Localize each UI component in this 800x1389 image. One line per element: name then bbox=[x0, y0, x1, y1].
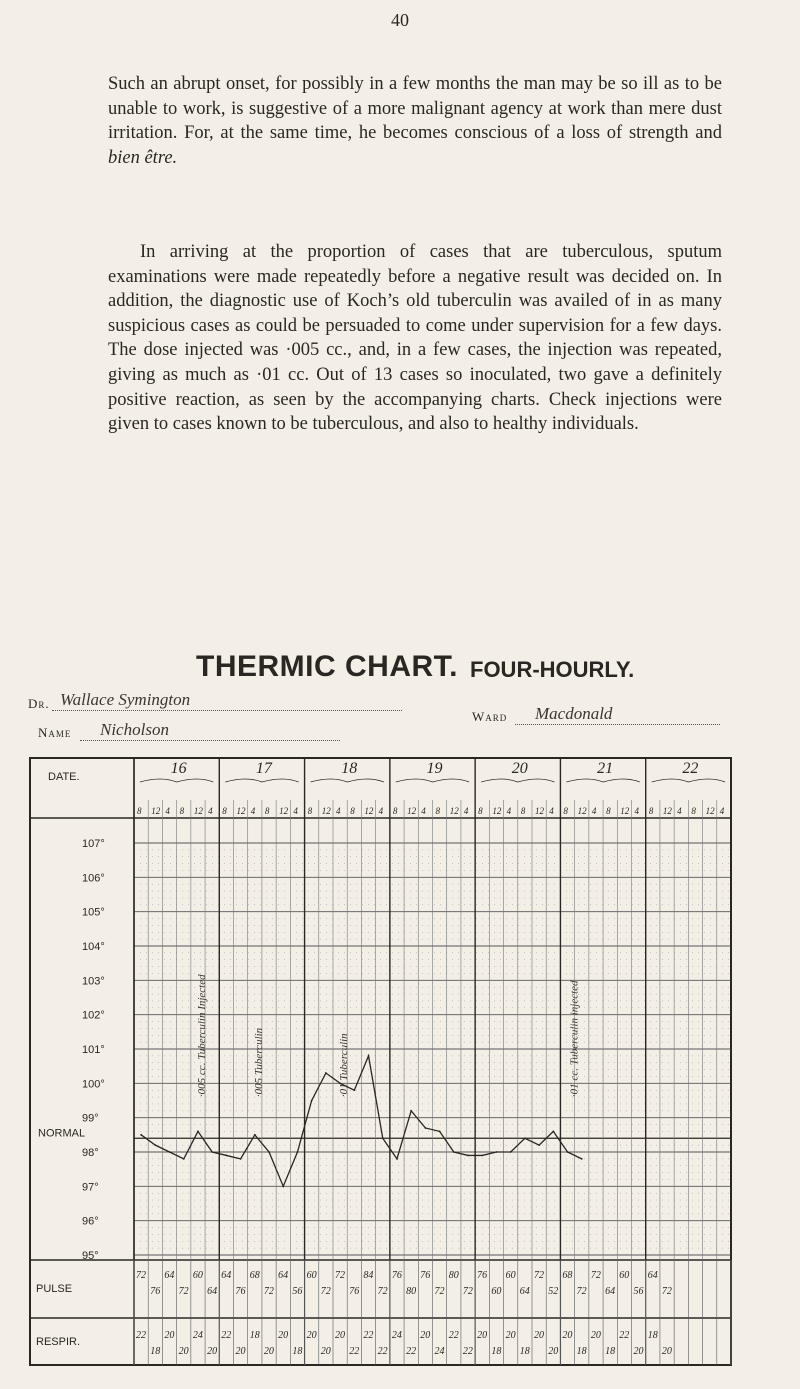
temperature-point bbox=[581, 1158, 583, 1160]
temperature-point bbox=[396, 1158, 398, 1160]
time-label: 4 bbox=[634, 806, 639, 816]
time-label: 8 bbox=[392, 806, 398, 816]
pulse-value: 60 bbox=[306, 1270, 317, 1281]
temperature-point bbox=[297, 1151, 299, 1153]
pulse-value: 64 bbox=[164, 1270, 175, 1281]
date-label: 19 bbox=[426, 760, 443, 777]
pulse-value: 72 bbox=[590, 1270, 601, 1281]
temperature-point bbox=[282, 1185, 284, 1187]
resp-value: 20 bbox=[207, 1346, 218, 1357]
name-value: Nicholson bbox=[100, 720, 169, 739]
resp-value: 20 bbox=[633, 1346, 644, 1357]
resp-value: 20 bbox=[320, 1346, 331, 1357]
resp-value: 22 bbox=[363, 1330, 374, 1341]
time-label: 12 bbox=[705, 806, 715, 816]
pulse-value: 76 bbox=[391, 1270, 402, 1281]
date-brace bbox=[566, 779, 639, 782]
date-brace bbox=[481, 779, 554, 782]
temperature-point bbox=[197, 1131, 199, 1133]
pulse-value: 72 bbox=[534, 1270, 544, 1281]
y-tick-label: 105° bbox=[82, 906, 105, 919]
resp-value: 20 bbox=[562, 1330, 573, 1341]
pulse-value: 72 bbox=[136, 1270, 146, 1281]
time-label: 4 bbox=[719, 806, 725, 816]
temperature-point bbox=[325, 1072, 327, 1074]
time-label: 4 bbox=[165, 806, 170, 816]
resp-value: 24 bbox=[391, 1330, 402, 1341]
pulse-value: 76 bbox=[477, 1270, 488, 1281]
time-label: 8 bbox=[520, 806, 526, 816]
pulse-value: 80 bbox=[406, 1286, 417, 1297]
temperature-point bbox=[311, 1100, 313, 1102]
y-tick-label: 102° bbox=[82, 1009, 105, 1022]
time-label: 12 bbox=[321, 806, 331, 816]
resp-value: 20 bbox=[505, 1330, 516, 1341]
pulse-value: 64 bbox=[605, 1286, 616, 1297]
temperature-point bbox=[567, 1151, 569, 1153]
temperature-point bbox=[410, 1110, 412, 1112]
time-label: 12 bbox=[620, 806, 630, 816]
pulse-value: 64 bbox=[278, 1270, 289, 1281]
injection-annotation: ·01 cc. Tuberculin injected bbox=[568, 980, 581, 1098]
temperature-point bbox=[368, 1055, 370, 1057]
chart-title: THERMIC CHART. bbox=[196, 650, 458, 683]
resp-value: 22 bbox=[349, 1346, 360, 1357]
time-label: 4 bbox=[250, 806, 256, 816]
y-tick-label: 103° bbox=[82, 975, 105, 988]
pulse-value: 80 bbox=[448, 1270, 459, 1281]
pulse-value: 52 bbox=[548, 1286, 559, 1297]
y-tick-label: 101° bbox=[82, 1044, 105, 1056]
dr-label: Dr. bbox=[28, 696, 50, 711]
ward-label: Ward bbox=[472, 709, 508, 724]
y-tick-label: 97° bbox=[82, 1181, 99, 1194]
y-tick-label: 96° bbox=[82, 1215, 99, 1228]
pulse-value: 56 bbox=[633, 1286, 644, 1297]
y-tick-label: NORMAL bbox=[38, 1127, 86, 1140]
time-label: 8 bbox=[691, 806, 696, 816]
time-label: 8 bbox=[648, 806, 654, 816]
time-label: 8 bbox=[137, 806, 142, 816]
injection-annotation: ·005 Tuberculin bbox=[252, 1027, 265, 1098]
time-label: 8 bbox=[350, 806, 355, 816]
pulse-value: 68 bbox=[562, 1270, 573, 1281]
injection-annotation: ·01 Tuberculin bbox=[338, 1033, 351, 1098]
date-label: 20 bbox=[511, 760, 528, 777]
temperature-point bbox=[268, 1151, 270, 1153]
date-brace bbox=[140, 779, 213, 782]
resp-value: 22 bbox=[136, 1330, 146, 1341]
pulse-value: 60 bbox=[192, 1270, 203, 1281]
pulse-value: 76 bbox=[235, 1286, 246, 1297]
date-brace bbox=[311, 779, 384, 782]
name-label: Name bbox=[38, 725, 72, 740]
temperature-point bbox=[140, 1134, 142, 1136]
temperature-point bbox=[496, 1151, 498, 1153]
pulse-value: 76 bbox=[420, 1270, 431, 1281]
pulse-row-label: PULSE bbox=[36, 1283, 73, 1295]
pulse-value: 64 bbox=[221, 1270, 232, 1281]
resp-value: 22 bbox=[221, 1330, 232, 1341]
resp-value: 20 bbox=[534, 1330, 544, 1341]
y-tick-label: 106° bbox=[82, 872, 105, 885]
time-label: 8 bbox=[307, 806, 313, 816]
resp-value: 20 bbox=[335, 1330, 345, 1341]
resp-value: 18 bbox=[292, 1346, 303, 1357]
time-label: 4 bbox=[591, 806, 597, 816]
time-label: 12 bbox=[236, 806, 246, 816]
time-label: 8 bbox=[435, 806, 440, 816]
pulse-value: 56 bbox=[292, 1286, 303, 1297]
temperature-point bbox=[225, 1155, 227, 1157]
time-label: 12 bbox=[577, 806, 587, 816]
time-label: 8 bbox=[264, 806, 270, 816]
temperature-point bbox=[254, 1134, 256, 1136]
pulse-value: 76 bbox=[150, 1286, 161, 1297]
temperature-point bbox=[382, 1137, 384, 1139]
temperature-point bbox=[353, 1089, 355, 1091]
date-label: 17 bbox=[255, 760, 272, 777]
pulse-value: 60 bbox=[505, 1270, 516, 1281]
date-label: 21 bbox=[597, 760, 614, 777]
resp-value: 22 bbox=[448, 1330, 459, 1341]
time-label: 8 bbox=[478, 806, 483, 816]
resp-value: 22 bbox=[377, 1346, 388, 1357]
date-label: 16 bbox=[170, 760, 187, 777]
y-tick-label: 104° bbox=[82, 941, 105, 953]
resp-value: 20 bbox=[477, 1330, 488, 1341]
date-label: 18 bbox=[341, 760, 358, 777]
y-tick-label: 99° bbox=[82, 1112, 99, 1125]
time-label: 8 bbox=[606, 806, 611, 816]
resp-value: 22 bbox=[619, 1330, 630, 1341]
pulse-value: 72 bbox=[335, 1270, 345, 1281]
time-label: 4 bbox=[421, 806, 426, 816]
resp-value: 20 bbox=[178, 1346, 189, 1357]
time-label: 12 bbox=[407, 806, 417, 816]
dr-value: Wallace Symington bbox=[60, 690, 191, 709]
resp-value: 18 bbox=[491, 1346, 502, 1357]
paragraph-1-text: Such an abrupt onset, for possibly in a few months the man may be so ill as to be unable to work, is suggestive of a more malignant agency at work than mere dust irritation. For, at the same time, he becomes conscious of a loss of strength and bbox=[108, 74, 722, 144]
resp-value: 18 bbox=[605, 1346, 616, 1357]
resp-value: 24 bbox=[192, 1330, 203, 1341]
temperature-point bbox=[453, 1151, 455, 1153]
pulse-value: 72 bbox=[377, 1286, 388, 1297]
date-label: 22 bbox=[682, 760, 699, 777]
resp-row-label: RESPIR. bbox=[36, 1336, 81, 1348]
time-label: 8 bbox=[222, 806, 227, 816]
temperature-point bbox=[481, 1155, 483, 1157]
pulse-value: 60 bbox=[491, 1286, 502, 1297]
time-label: 4 bbox=[336, 806, 341, 816]
resp-value: 18 bbox=[249, 1330, 260, 1341]
temperature-point bbox=[183, 1158, 185, 1160]
time-label: 4 bbox=[378, 806, 384, 816]
temperature-point bbox=[439, 1131, 441, 1133]
y-tick-label: 107° bbox=[82, 838, 105, 850]
pulse-value: 76 bbox=[349, 1286, 360, 1297]
pulse-value: 60 bbox=[619, 1270, 630, 1281]
y-tick-label: 95° bbox=[82, 1250, 99, 1262]
temperature-point bbox=[240, 1158, 242, 1160]
pulse-value: 72 bbox=[178, 1286, 189, 1297]
resp-value: 18 bbox=[519, 1346, 530, 1357]
pulse-value: 64 bbox=[519, 1286, 530, 1297]
time-label: 12 bbox=[151, 806, 161, 816]
chart-subtitle: FOUR-HOURLY. bbox=[470, 657, 635, 682]
resp-value: 20 bbox=[263, 1346, 274, 1357]
resp-value: 18 bbox=[576, 1346, 587, 1357]
resp-value: 20 bbox=[420, 1330, 431, 1341]
injection-annotation: ·005 cc. Tuberculin Injected bbox=[196, 974, 209, 1098]
resp-value: 20 bbox=[306, 1330, 317, 1341]
resp-value: 20 bbox=[590, 1330, 601, 1341]
time-label: 12 bbox=[492, 806, 502, 816]
time-label: 4 bbox=[549, 806, 554, 816]
time-label: 8 bbox=[179, 806, 185, 816]
resp-value: 18 bbox=[647, 1330, 658, 1341]
temperature-point bbox=[467, 1155, 469, 1157]
date-brace bbox=[396, 779, 469, 782]
pulse-value: 72 bbox=[661, 1286, 672, 1297]
date-brace bbox=[652, 779, 725, 782]
y-tick-label: 98° bbox=[82, 1147, 99, 1159]
date-brace bbox=[225, 779, 298, 782]
time-label: 12 bbox=[279, 806, 289, 816]
time-label: 12 bbox=[535, 806, 544, 816]
resp-value: 20 bbox=[278, 1330, 289, 1341]
resp-value: 24 bbox=[434, 1346, 445, 1357]
pulse-value: 64 bbox=[647, 1270, 658, 1281]
pulse-value: 72 bbox=[263, 1286, 274, 1297]
time-label: 12 bbox=[193, 806, 203, 816]
temperature-point bbox=[510, 1151, 512, 1153]
pulse-value: 72 bbox=[434, 1286, 445, 1297]
temperature-point bbox=[552, 1131, 554, 1133]
resp-value: 20 bbox=[164, 1330, 175, 1341]
paragraph-1-italic: bien être. bbox=[108, 147, 178, 168]
temperature-point bbox=[424, 1127, 426, 1129]
pulse-value: 68 bbox=[249, 1270, 260, 1281]
resp-value: 20 bbox=[235, 1346, 246, 1357]
resp-value: 18 bbox=[150, 1346, 161, 1357]
time-label: 4 bbox=[463, 806, 469, 816]
page-number: 40 bbox=[391, 10, 409, 30]
pulse-value: 64 bbox=[207, 1286, 218, 1297]
temperature-point bbox=[154, 1144, 156, 1146]
resp-value: 22 bbox=[406, 1346, 417, 1357]
y-tick-label: 100° bbox=[82, 1078, 105, 1091]
temperature-point bbox=[538, 1144, 540, 1146]
date-row-label: DATE. bbox=[48, 771, 80, 783]
time-label: 12 bbox=[449, 806, 459, 816]
time-label: 4 bbox=[677, 806, 682, 816]
time-label: 12 bbox=[662, 806, 672, 816]
pulse-value: 84 bbox=[363, 1270, 374, 1281]
pulse-value: 72 bbox=[320, 1286, 331, 1297]
time-label: 4 bbox=[293, 806, 298, 816]
pulse-value: 72 bbox=[462, 1286, 473, 1297]
resp-value: 22 bbox=[462, 1346, 473, 1357]
resp-value: 20 bbox=[548, 1346, 559, 1357]
resp-value: 20 bbox=[661, 1346, 672, 1357]
time-label: 12 bbox=[364, 806, 374, 816]
temperature-point bbox=[169, 1151, 171, 1153]
time-label: 4 bbox=[506, 806, 512, 816]
time-label: 4 bbox=[208, 806, 213, 816]
temperature-point bbox=[524, 1137, 526, 1139]
paragraph-2: In arriving at the proportion of cases that are tuberculous, sputum examinations were made repeatedly before a negative result was decided on. In addition, the diagnostic use of Koch’s old tuberculin was availed of in as many suspicious cases as could be persuaded to come under supervision for a few days. The dose injected was ·005 cc., and, in a few cases, the injection was repeated, giving as much as ·01 cc. Out of 13 cases so inoculated, two gave a definitely positive reaction, as seen by the accompanying charts. Check injections were given to cases known to be tuberculous, and also to healthy individuals. bbox=[108, 242, 722, 435]
ward-value: Macdonald bbox=[535, 704, 613, 723]
pulse-value: 72 bbox=[576, 1286, 587, 1297]
time-label: 8 bbox=[563, 806, 568, 816]
temperature-point bbox=[211, 1151, 213, 1153]
